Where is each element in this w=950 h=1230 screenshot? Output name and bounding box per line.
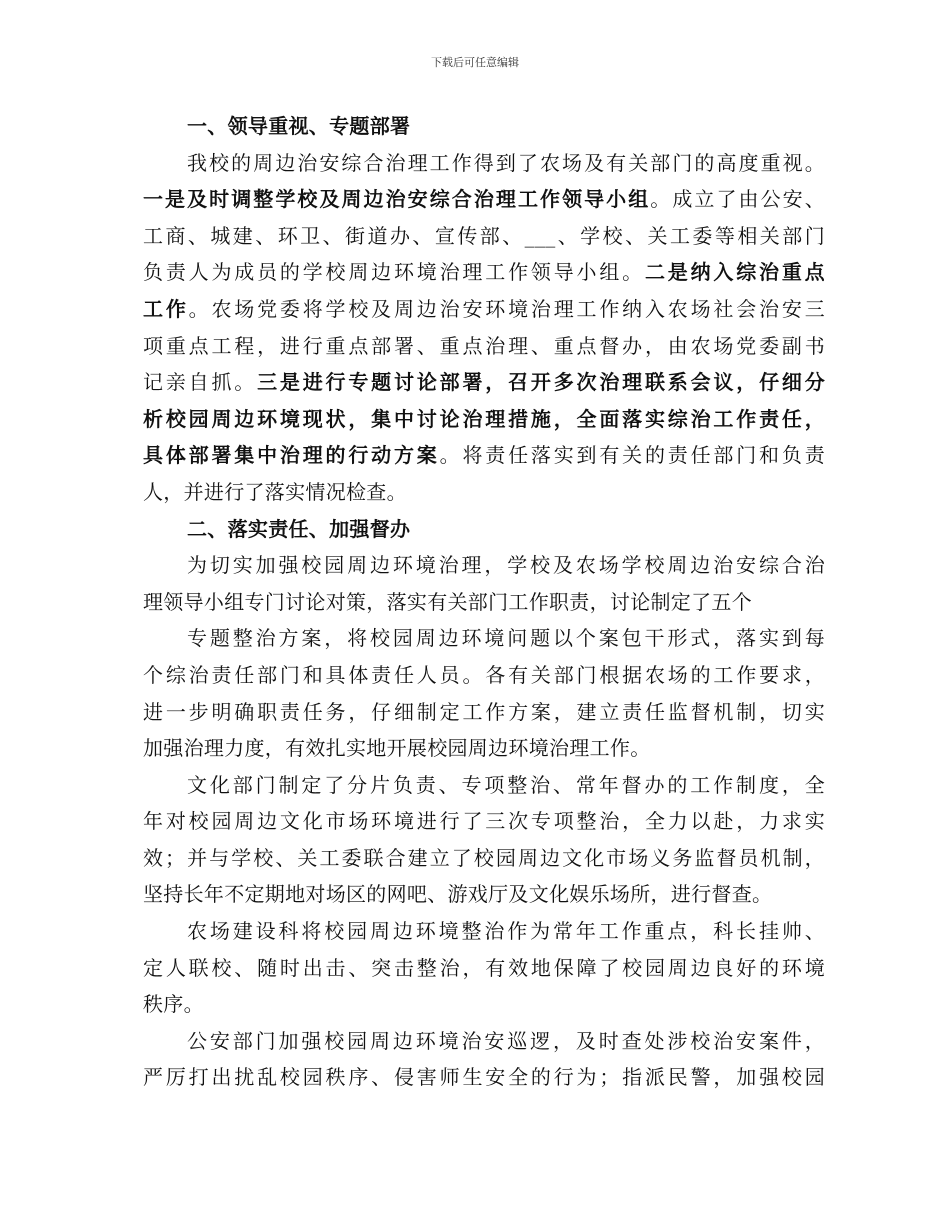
text-line [143,547,825,584]
text-run: 工商、城建、环卫、街道办、宣传部、___、学校、关工委等相关部门 [143,223,825,248]
text-line [143,913,825,950]
text-line [143,840,825,877]
bold-text-run: 二、落实责任、加强督办 [187,516,411,541]
text-line [143,876,825,913]
text-line [143,511,825,548]
text-run: 专题整治方案，将校园周边环境问题以个案包干形式，落实到每 [187,626,825,651]
text-line [143,437,825,474]
bold-text-run: 一是及时调整学校及周边治安综合治理工作领导小组 [143,187,651,212]
text-line [143,657,825,694]
text-run: 加强治理力度，有效扎实地开展校园周边环境治理工作。 [143,736,651,761]
text-line [143,986,825,1023]
text-line [143,767,825,804]
bold-text-run: 析校园周边环境现状，集中讨论治理措施，全面落实综治工作责任， [143,406,825,431]
text-run: 公安部门加强校园周边环境治安巡逻，及时查处涉校治安案件， [187,1028,825,1053]
text-line [143,328,825,365]
text-line [143,108,825,145]
text-run: 定人联校、随时出击、突击整治，有效地保障了校园周边良好的环境 [143,955,825,980]
text-run: 人，并进行了落实情况检查。 [143,479,407,504]
text-run: 秩序。 [143,992,204,1017]
text-run: 进一步明确职责任务，仔细制定工作方案，建立责任监督机制，切实 [143,699,825,724]
text-run: 项重点工程，进行重点部署、重点治理、重点督办，由农场党委副书 [143,333,825,358]
text-line [143,730,825,767]
text-line [143,620,825,657]
text-run: 为切实加强校园周边环境治理，学校及农场学校周边治安综合治 [187,553,825,578]
text-line [143,1023,825,1060]
bold-text-run: 具体部署集中治理的行动方案 [143,443,440,468]
text-line [143,181,825,218]
text-run: 年对校园周边文化市场环境进行了三次专项整治，全力以赴，力求实 [143,809,825,834]
text-run: 个综治责任部门和具体责任人员。各有关部门根据农场的工作要求， [143,662,825,687]
page-header: 下载后可任意编辑 [431,56,519,69]
bold-text-run: 一、领导重视、专题部署 [187,114,411,138]
text-run: 。农场党委将学校及周边治安环境治理工作纳入农场社会治安三 [188,296,825,321]
text-run: 。将责任落实到有关的责任部门和负责 [439,443,825,468]
text-run: 坚持长年不定期地对场区的网吧、游戏厅及文化娱乐场所，进行督查。 [143,882,773,907]
bold-text-run: 二是纳入综治重点 [644,260,825,285]
text-run: 理领导小组专门讨论对策，落实有关部门工作职责，讨论制定了五个 [143,589,752,614]
text-line [143,291,825,328]
text-line [143,584,825,621]
text-run: 负责人为成员的学校周边环境治理工作领导小组。 [143,260,645,285]
text-line [143,694,825,731]
text-run: 严厉打出扰乱校园秩序、侵害师生安全的行为；指派民警，加强校园 [143,1065,825,1090]
text-run: 农场建设科将校园周边环境整治作为常年工作重点，科长挂帅、 [187,919,825,944]
text-line [143,1059,825,1096]
text-run: 我校的周边治安综合治理工作得到了农场及有关部门的高度重视。 [187,150,825,175]
text-line [143,950,825,987]
document-body [143,108,825,1096]
text-line [143,218,825,255]
text-run: 。成立了由公安、 [650,187,825,212]
text-run: 记亲自抓。 [143,370,258,395]
text-line [143,401,825,438]
text-line [143,474,825,511]
text-run: 效；并与学校、关工委联合建立了校园周边文化市场义务监督员机制， [143,845,825,870]
bold-text-run: 三是进行专题讨论部署，召开多次治理联系会议，仔细分 [257,370,826,395]
text-line [143,803,825,840]
text-run: 文化部门制定了分片负责、专项整治、常年督办的工作制度，全 [187,772,825,797]
text-line [143,145,825,182]
text-line [143,254,825,291]
text-line [143,364,825,401]
bold-text-run: 工作 [143,296,189,321]
